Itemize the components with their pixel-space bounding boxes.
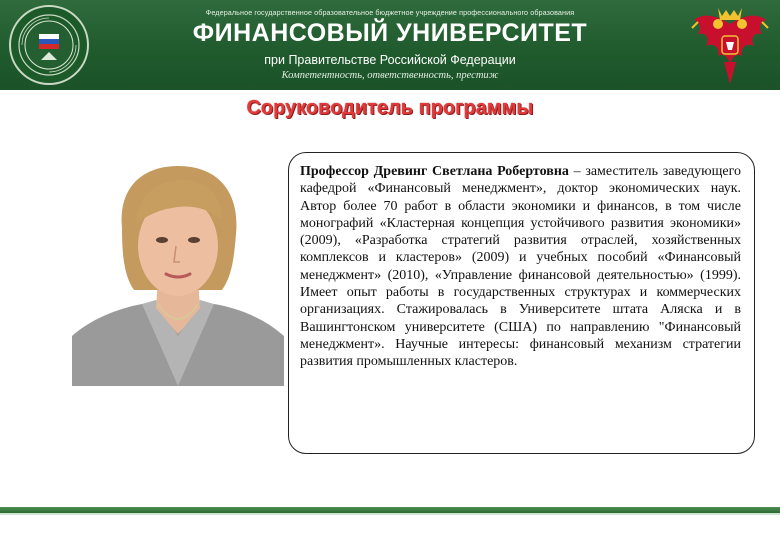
university-name: ФИНАНСОВЫЙ УНИВЕРСИТЕТ: [192, 19, 588, 47]
professor-name: Профессор Древинг Светлана Робертовна: [300, 164, 569, 179]
slide-title: Соруководитель программы: [246, 97, 534, 119]
footer-stripe-light: [0, 513, 780, 515]
portrait-photo: [72, 158, 284, 386]
organization-type-line: Федеральное государственное образовательное бюджетное учреждение профессионального образования: [205, 8, 575, 17]
biography-body: – заместитель заведующего кафедрой «Финансовый менеджмент», доктор экономических наук. Автор более 70 работ в области экономики и финансов, в том числе монографий «Кластерная концепция устойчивого развития экономики» (2009), «Разработка стратегий развития отраслей, хозяйственных комплексов и кластеров» (2009) и учебных пособий «Финансовый менеджмент» (2010), «Управление финансовой деятельностью» (1999). Имеет опыт работы в государственных структурах и коммерческих организациях. Стажировалась в Университете штата Аляска и в Вашингтонском университете (США) по направлению "Финансовый менеджмент». Научные интересы: финансовый механизм стратегии развития промышленных кластеров.: [300, 164, 741, 370]
header-banner: [0, 0, 780, 90]
university-subtitle: при Правительстве Российской Федерации: [264, 53, 516, 67]
coat-of-arms-icon: [688, 2, 772, 88]
university-motto: Компетентность, ответственность, престиж: [281, 70, 499, 81]
biography-text: [300, 163, 741, 371]
